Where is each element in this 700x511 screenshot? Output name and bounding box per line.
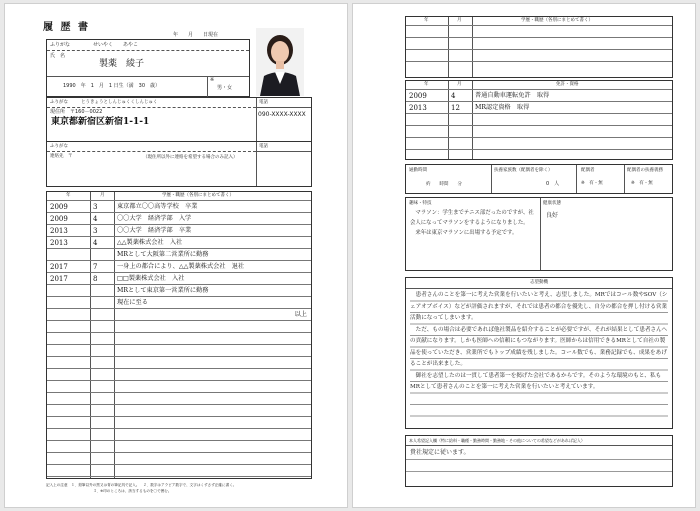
health-value[interactable]: 良好 (546, 212, 559, 219)
history-year[interactable]: 2017 (50, 263, 68, 271)
history-year[interactable]: 2013 (50, 227, 68, 235)
history-text[interactable]: 一身上の都合により、△△製薬株式会社 退社 (117, 263, 245, 270)
tel-value[interactable]: 090-XXXX-XXXX (258, 111, 306, 118)
history-row (47, 417, 311, 429)
year-header: 年 (66, 193, 71, 198)
dependents-label: 扶養家族数（配偶者を除く） (494, 168, 553, 173)
history-year[interactable]: 2009 (50, 215, 68, 223)
history-row (47, 393, 311, 405)
commute-value[interactable]: 約 時間 分 (426, 182, 462, 187)
furigana-label: ふりがな (50, 42, 71, 48)
history-table (46, 191, 312, 479)
motive-block (405, 277, 673, 429)
address-block (46, 97, 312, 142)
history-month[interactable]: 8 (93, 275, 98, 283)
history-continued-table (405, 16, 673, 78)
history-text[interactable]: 〇〇大学 経済学部 卒業 (117, 227, 192, 234)
applicant-name[interactable]: 製薬 綾子 (99, 59, 145, 69)
footnote-1: 記入上の注意 １．鉛筆以外の黒又は青の筆記具で記入。 ２．数字はアラビア数字で、文字はくずさず正確に書く。 (46, 483, 237, 487)
motive-label: 志望動機 (530, 280, 548, 285)
addr-furigana-label: ふりがな (50, 100, 68, 105)
license-month[interactable]: 4 (451, 92, 456, 100)
home-address[interactable]: 東京都新宿区新宿1-1-1 (51, 117, 150, 127)
history-row (47, 201, 311, 213)
lic-year-header: 年 (424, 82, 429, 87)
spouse-support-label: 配偶者の扶養義務 (627, 168, 663, 173)
history-row (47, 453, 311, 465)
hobby-health-block (405, 197, 673, 271)
history-row (47, 441, 311, 453)
history-text[interactable]: △△製薬株式会社 入社 (117, 239, 183, 246)
wish-block (405, 435, 673, 487)
license-row (406, 90, 672, 102)
history-row (47, 345, 311, 357)
history-text[interactable]: MRとして東京第一営業所に勤務 (117, 287, 209, 294)
license-year[interactable]: 2013 (409, 104, 427, 112)
history-year[interactable]: 2013 (50, 239, 68, 247)
contact-furigana-label: ふりがな (50, 144, 68, 149)
history-row (47, 333, 311, 345)
gender-value[interactable]: 男・女 (217, 85, 233, 91)
birth-date[interactable]: 1990 年 1 月 1 日生（満 30 歳） (63, 83, 161, 89)
addr-furigana[interactable]: とうきょうとしんじゅくくしんじゅく (81, 100, 158, 105)
spouse-label: 配偶者 (581, 168, 595, 173)
commute-dependents-block (405, 164, 673, 194)
tel-label: 電話 (259, 100, 268, 105)
dependents-value[interactable]: 0 人 (546, 181, 560, 187)
license-text[interactable]: MR認定資格 取得 (475, 104, 530, 111)
history-row (47, 249, 311, 261)
history-row (47, 429, 311, 441)
hc-month-header: 月 (457, 18, 462, 23)
history-year[interactable]: 2009 (50, 203, 68, 211)
health-label: 健康状態 (543, 201, 561, 206)
name-label: 氏 名 (50, 53, 66, 59)
hobby-text[interactable]: マラソン：学生までテニス部だったのですが、社会人になってマラソンをするようになりました。 来年は東京マラソンに出場する予定です。 (410, 210, 534, 236)
resume-title: 履 歴 書 (43, 22, 90, 33)
history-row (47, 237, 311, 249)
license-row (406, 102, 672, 114)
history-text[interactable]: 〇〇大学 経済学部 入学 (117, 215, 192, 222)
history-text[interactable]: 東京都立〇〇高等学校 卒業 (117, 203, 198, 210)
history-month[interactable]: 7 (93, 263, 98, 271)
history-row (47, 297, 311, 309)
furigana-name[interactable]: せいやく あやこ (93, 42, 139, 48)
contact-tel-label: 電話 (259, 144, 268, 149)
license-header: 免許・資格 (556, 82, 579, 87)
history-row (47, 465, 311, 477)
history-month[interactable]: 4 (93, 239, 98, 247)
history-row (47, 321, 311, 333)
motive-text[interactable]: 患者さんのことを第一に考えた営業を行いたいと考え、志望しました。MRではコール数やSOV（シェアオブボイス）などが評価されますが、それでは患者の都合を優先し、自分の都合を押し付ける営業活動になってしまいます。 ただ、もの場合は必要であれば他社製品を紹介することが必要ですが、それが結果として患者さんへの貢献になります。しかも医師への信頼にもつながります。医師からは信用できるMRとして自社の製品を使っていただき、営業所でもトップ成績を残しました。コール数でも、業務記録でも、成果をあげることが出来ました。 御社を志望したのは一貫して患者第一を掲げた会社であるからです。そのような環境のもと、私もMRとして患者さんのことを第一に考えた営業を行いたいと考えています。 (410, 290, 668, 426)
history-row (47, 357, 311, 369)
month-header: 月 (100, 193, 105, 198)
license-month[interactable]: 12 (451, 104, 460, 112)
history-month[interactable]: 4 (93, 215, 98, 223)
hc-year-header: 年 (424, 18, 429, 23)
commute-label: 通勤時間 (409, 168, 427, 173)
contact-label: 連絡先 〒 (50, 154, 73, 159)
history-row (47, 273, 311, 285)
history-text[interactable]: MRとして大阪第二営業所に勤務 (117, 251, 209, 258)
spouse-value[interactable]: ※ 有・無 (581, 181, 603, 186)
applicant-photo (256, 28, 304, 96)
history-content-header: 学歴・職歴（各別にまとめて書く） (162, 193, 234, 198)
history-row (47, 225, 311, 237)
history-text[interactable]: 現在に至る (117, 299, 148, 306)
resume-page-back (352, 3, 696, 508)
license-year[interactable]: 2009 (409, 92, 427, 100)
history-row (47, 309, 311, 321)
license-text[interactable]: 普通自動車運転免許 取得 (475, 92, 550, 99)
history-row (47, 285, 311, 297)
lic-month-header: 月 (457, 82, 462, 87)
postal-code[interactable]: 現住所 〒160－0022 (50, 109, 103, 115)
history-month[interactable]: 3 (93, 227, 98, 235)
history-row (47, 369, 311, 381)
hc-content-header: 学歴・職歴（各別にまとめて書く） (521, 18, 593, 23)
history-row (47, 405, 311, 417)
date-label: 年 月 日現在 (173, 32, 219, 38)
license-table (405, 80, 673, 160)
gender-mark: ※ (210, 77, 215, 83)
history-row (47, 381, 311, 393)
history-text[interactable]: 以上 (294, 311, 307, 318)
history-header-row (47, 192, 311, 201)
hobby-label: 趣味・特技 (409, 201, 432, 206)
wish-value[interactable]: 貴社規定に従います。 (410, 449, 470, 456)
history-row (47, 261, 311, 273)
spouse-support-value[interactable]: ※ 有・無 (631, 181, 653, 186)
name-block (46, 39, 250, 97)
history-year[interactable]: 2017 (50, 275, 68, 283)
contact-block (46, 141, 312, 187)
history-row (47, 213, 311, 225)
contact-note: （現住所以外に連絡を希望する場合のみ記入） (143, 155, 238, 160)
wish-label: 本人希望記入欄（特に給料・職種・勤務時間・勤務地・その他についての希望などがあれば記入） (409, 438, 585, 443)
history-month[interactable]: 3 (93, 203, 98, 211)
resume-page-front (4, 3, 348, 508)
footnote-2: ３．※印のところは、該当するものを〇で囲む。 (93, 489, 172, 493)
history-text[interactable]: □□製薬株式会社 入社 (117, 275, 185, 282)
